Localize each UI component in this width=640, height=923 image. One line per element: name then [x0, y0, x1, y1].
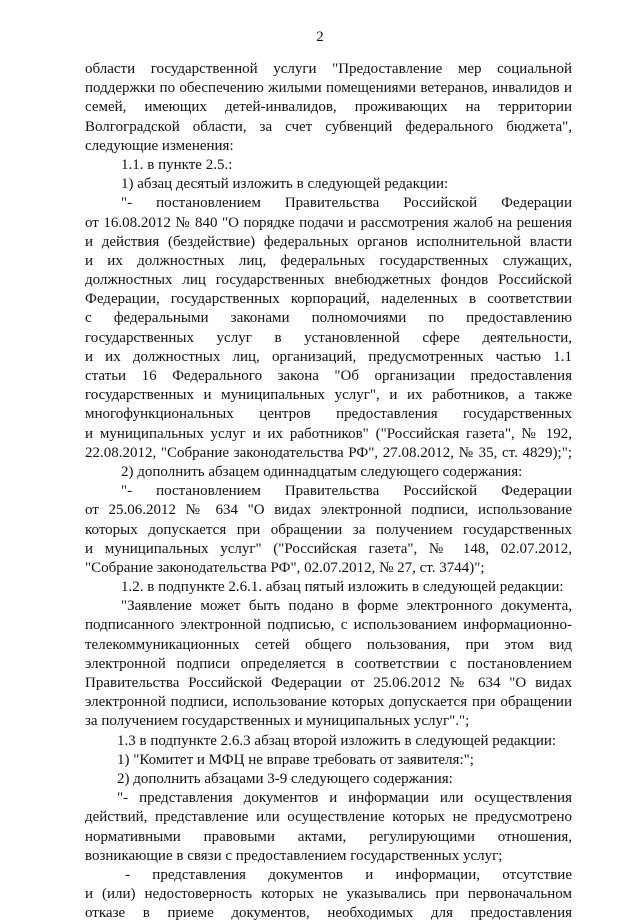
text-line: 1.1. в пункте 2.5.:: [121, 156, 233, 173]
text-line: "- постановлением Правительства Российской Федерации: [121, 195, 572, 212]
text-line: 1) абзац десятый изложить в следующей редакции:: [121, 176, 449, 193]
text-line: государственных и муниципальных услуг", и их работников, а также: [85, 387, 572, 404]
text-line: многофункциональных центров предоставления государственных: [85, 406, 572, 423]
text-line: и действия (бездействие) федеральных органов исполнительной власти: [85, 233, 572, 250]
text-line: 22.08.2012, "Собрание законодательства РФ", 27.08.2012, № 35, ст. 4829);";: [85, 444, 572, 461]
text-line: и муниципальных услуг и их работников" ("Российская газета", № 192,: [85, 425, 572, 442]
text-line: Федерации, государственных корпораций, наделенных в соответствии: [85, 291, 572, 308]
text-line: отказе в приеме документов, необходимых для предоставления: [85, 905, 572, 922]
text-line: "- постановлением Правительства Российской Федерации: [121, 483, 572, 500]
text-line: за получением государственных и муниципальных услуг".";: [85, 713, 470, 730]
text-line: и их должностных лиц, организаций, предусмотренных частью 1.1: [85, 348, 572, 365]
text-line: государственных услуг в установленной сфере деятельности,: [85, 329, 572, 346]
text-line: которых допускается при обращении за получением государственных: [85, 521, 572, 538]
text-line: "Заявление может быть подано в форме электронного документа,: [121, 598, 572, 615]
text-line: семей, имеющих детей-инвалидов, проживающих на территории: [85, 99, 572, 116]
text-line: "- представления документов и информации или осуществления: [117, 790, 572, 807]
text-line: электронной подписи, использование которых допускается при обращении: [85, 694, 572, 711]
text-line: и муниципальных услуг" ("Российская газета", № 148, 02.07.2012,: [85, 540, 572, 557]
text-line: и (или) недостоверность которых не указывались при первоначальном: [85, 886, 572, 903]
text-line: поддержки по обеспечению жилыми помещениями ветеранов, инвалидов и: [85, 80, 572, 97]
text-line: Волгоградской области, за счет субвенций федерального бюджета",: [85, 118, 572, 135]
text-line: "Собрание законодательства РФ", 02.07.2012, № 27, ст. 3744)";: [85, 559, 485, 576]
text-line: от 16.08.2012 № 840 "О порядке подачи и рассмотрения жалоб на решения: [85, 214, 572, 231]
text-line: - представления документов и информации, отсутствие: [125, 866, 572, 883]
text-line: с федеральными законами полномочиями по предоставлению: [85, 310, 572, 327]
text-line: 1) "Комитет и МФЦ не вправе требовать от заявителя:";: [117, 751, 474, 768]
text-line: должностных лиц государственных внебюджетных фондов Российской: [85, 272, 572, 289]
text-line: подписанного электронной подписью, с использованием информационно-: [85, 617, 572, 634]
text-line: области государственной услуги "Предоставление мер социальной: [85, 61, 572, 77]
text-line: телекоммуникационных сетей общего пользования, при этом вид: [85, 636, 572, 653]
text-line: 1.2. в подпункте 2.6.1. абзац пятый изложить в следующей редакции:: [121, 579, 564, 596]
document-body: [85, 60, 572, 923]
text-line: и их должностных лиц, федеральных государственных служащих,: [85, 252, 572, 269]
text-line: действий, представление или осуществление которых не предусмотрено: [85, 809, 572, 826]
text-line: 2) дополнить абзацами 3-9 следующего содержания:: [117, 770, 453, 787]
text-line: следующие изменения:: [85, 137, 234, 154]
text-line: электронной подписи определяется в соответствии с постановлением: [85, 655, 572, 672]
text-line: возникающие в связи с предоставлением государственных услуг;: [85, 847, 503, 864]
text-line: нормативными правовыми актами, регулирующими отношения,: [85, 828, 572, 845]
text-line: 1.3 в подпункте 2.6.3 абзац второй изложить в следующей редакции:: [117, 732, 557, 749]
page-number: 2: [316, 29, 324, 45]
text-line: от 25.06.2012 № 634 "О видах электронной подписи, использование: [85, 502, 572, 519]
text-line: 2) дополнить абзацем одиннадцатым следующего содержания:: [121, 463, 523, 480]
text-line: Правительства Российской Федерации от 25.06.2012 № 634 "О видах: [85, 675, 572, 691]
text-line: статьи 16 Федерального закона "Об организации предоставления: [85, 368, 572, 384]
